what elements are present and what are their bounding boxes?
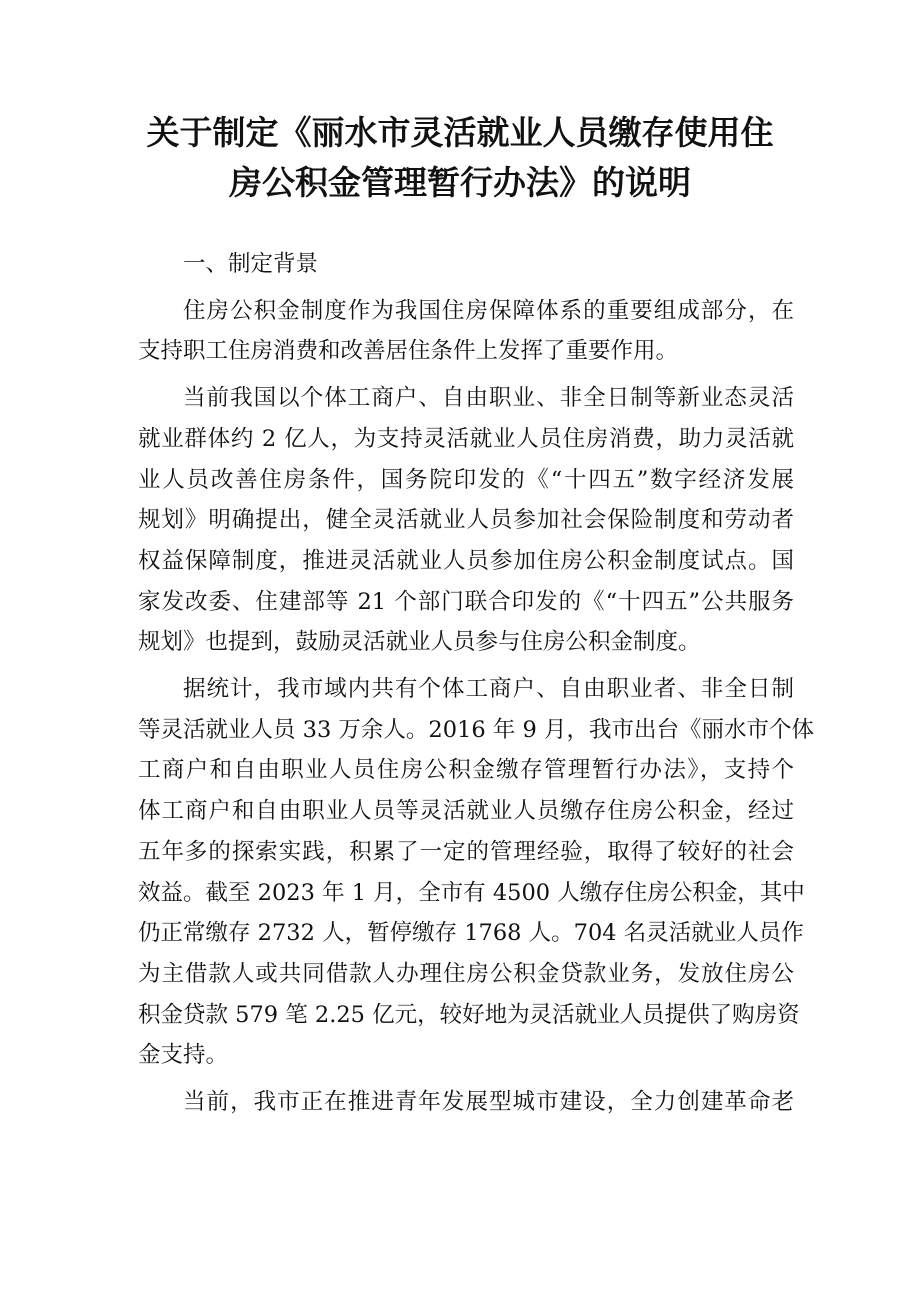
text-line: 为主借款人或共同借款人办理住房公积金贷款业务，发放住房公 — [138, 960, 794, 987]
text-line: 体工商户和自由职业人员等灵活就业人员缴存住房公积金，经过 — [138, 798, 794, 825]
document-body — [138, 244, 814, 1129]
text-line: 家发改委、住建部等 21 个部门联合印发的《“十四五”公共服务 — [138, 588, 794, 615]
title-line: 关于制定《丽水市灵活就业人员缴存使用住 — [146, 113, 774, 152]
paragraph-3 — [138, 669, 814, 1076]
text-line: 效益。截至 2023 年 1 月，全市有 4500 人缴存住房公积金，其中 — [138, 879, 805, 906]
text-line: 业人员改善住房条件，国务院印发的《“十四五”数字经济发展 — [138, 466, 794, 493]
text-line: 仍正常缴存 2732 人，暂停缴存 1768 人。704 名灵活就业人员作 — [138, 920, 804, 947]
text-line: 五年多的探索实践，积累了一定的管理经验，取得了较好的社会 — [138, 838, 794, 865]
text-line: 规划》明确提出，健全灵活就业人员参加社会保险制度和劳动者 — [138, 507, 794, 534]
section-heading: 一、制定背景 — [183, 251, 319, 277]
paragraph-1 — [138, 291, 794, 372]
text-line: 支持职工住房消费和改善居住条件上发挥了重要作用。 — [138, 338, 679, 365]
text-line: 当前我国以个体工商户、自由职业、非全日制等新业态灵活 — [183, 385, 794, 412]
text-line: 积金贷款 579 笔 2.25 亿元，较好地为灵活就业人员提供了购房资 — [138, 1001, 800, 1028]
paragraph-2 — [138, 378, 794, 663]
text-line: 当前，我市正在推进青年发展型城市建设，全力创建革命老 — [183, 1089, 794, 1116]
title-line: 房公积金管理暂行办法》的说明 — [229, 163, 691, 202]
document-title — [120, 108, 800, 208]
text-line: 金支持。 — [138, 1042, 229, 1069]
text-line: 住房公积金制度作为我国住房保障体系的重要组成部分，在 — [183, 297, 794, 324]
text-line: 等灵活就业人员 33 万余人。2016 年 9 月，我市出台《丽水市个体 — [138, 716, 814, 743]
text-line: 工商户和自由职业人员住房公积金缴存管理暂行办法》，支持个 — [138, 757, 794, 784]
text-line: 就业群体约 2 亿人，为支持灵活就业人员住房消费，助力灵活就 — [138, 425, 794, 452]
text-line: 规划》也提到，鼓励灵活就业人员参与住房公积金制度。 — [138, 629, 701, 656]
text-line: 据统计，我市域内共有个体工商户、自由职业者、非全日制 — [183, 676, 794, 703]
text-line: 权益保障制度，推进灵活就业人员参加住房公积金制度试点。国 — [138, 547, 794, 574]
paragraph-4 — [138, 1082, 794, 1123]
